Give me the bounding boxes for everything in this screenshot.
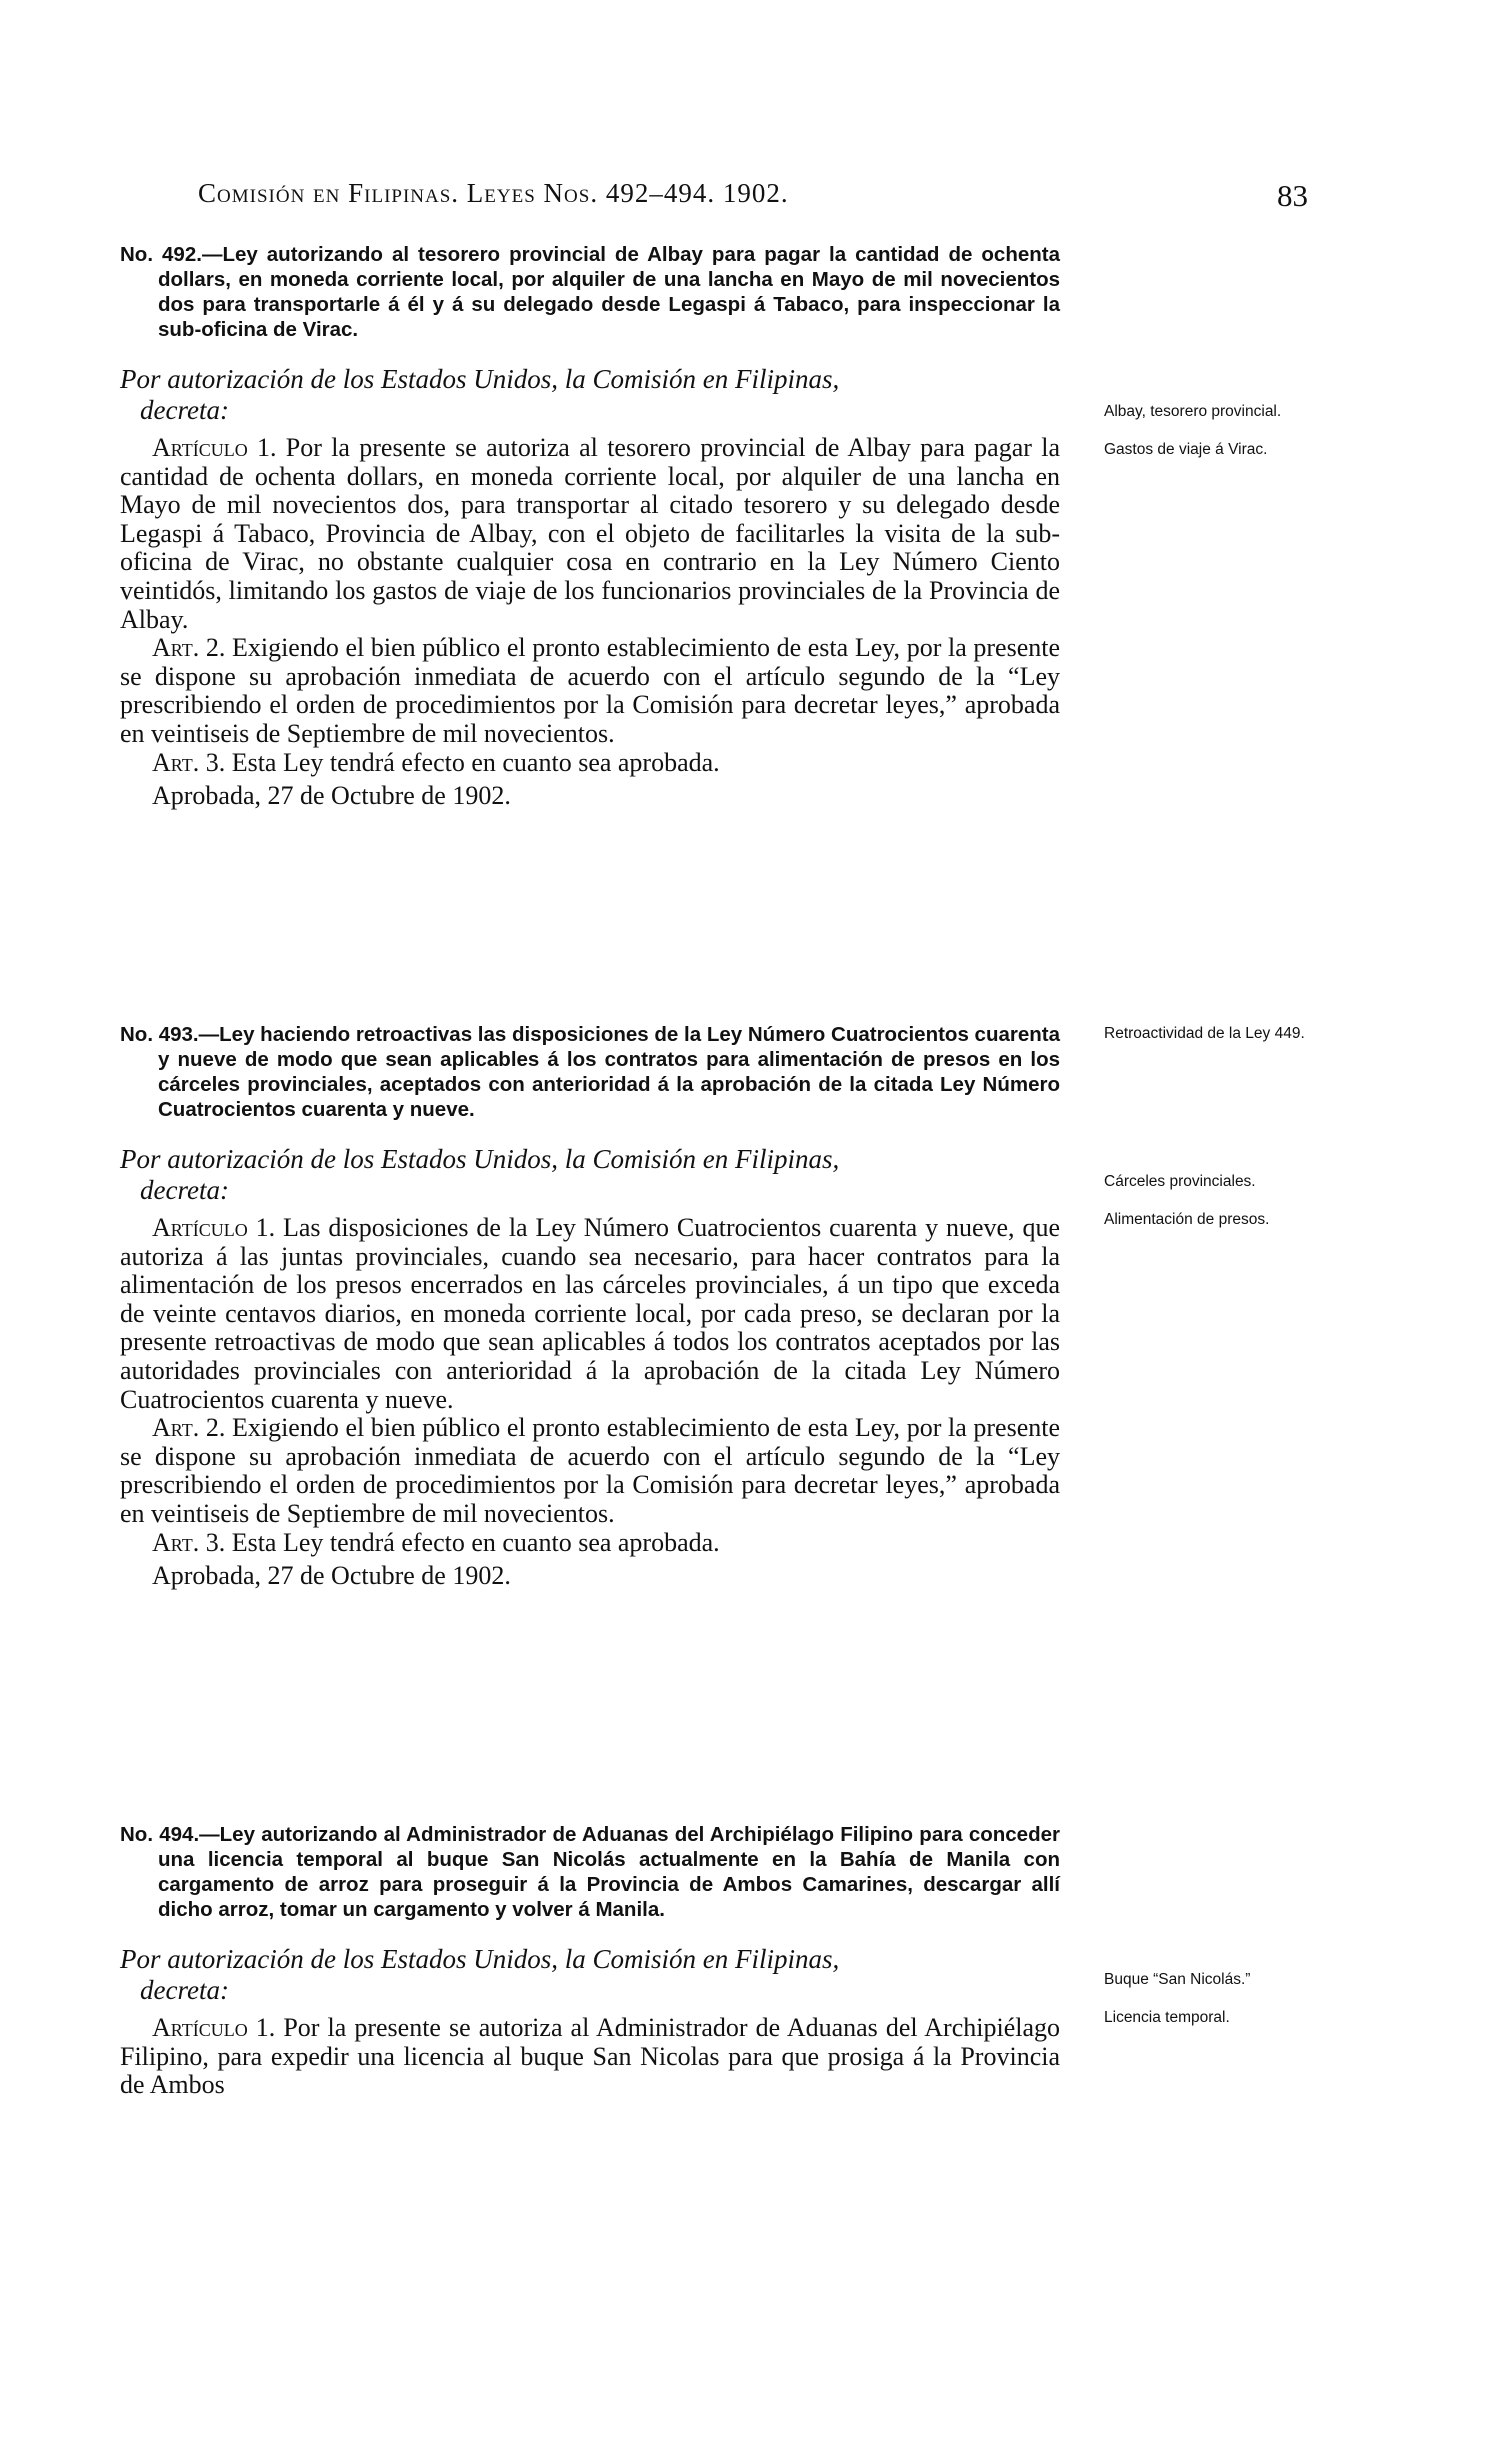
- article-1: [120, 434, 1060, 634]
- article-2: [120, 1414, 1060, 1528]
- law-493: [120, 1022, 1060, 1591]
- margin-note: Alimentación de presos.: [1104, 1211, 1270, 1228]
- law-heading: [120, 242, 1060, 342]
- article-label: Art. 2.: [152, 1413, 226, 1443]
- article-label: Artículo 1.: [152, 1213, 276, 1242]
- approval-date: Aprobada, 27 de Octubre de 1902.: [152, 781, 511, 811]
- margin-note: Retroactividad de la Ley 449.: [1104, 1025, 1305, 1042]
- article-label: Artículo 1.: [152, 433, 277, 462]
- article-text: Esta Ley tendrá efecto en cuanto sea aprobada.: [225, 747, 720, 777]
- enacting-clause-line: Por autorización de los Estados Unidos, la Comisión en Filipinas,: [120, 364, 840, 394]
- article-text: Exigiendo el bien público el pronto establecimiento de esta Ley, por la presente se dispone su aprobación inmediata de acuerdo con el artículo segundo de la “Ley prescribiendo el orden de procedimientos por la Comisión para decretar leyes,” aprobada en veintiseis de Septiembre de mil novecientos.: [120, 633, 1060, 748]
- article-2: [120, 634, 1060, 748]
- law-title: —Ley autorizando al tesorero provincial de Albay para pagar la cantidad de ochenta dollars, en moneda corriente local, por alquiler de una lancha en Mayo de mil novecientos dos para transportarle á él y á su delegado desde Legaspi á Tabaco, para inspeccionar la sub-oficina de Virac.: [158, 243, 1060, 341]
- enacting-clause: [120, 1944, 1060, 2006]
- article-text: Exigiendo el bien público el pronto establecimiento de esta Ley, por la presente se dispone su aprobación inmediata de acuerdo con el artículo segundo de la “Ley prescribiendo el orden de procedimientos por la Comisión para decretar leyes,” aprobada en veintiseis de Septiembre de mil novecientos.: [120, 1413, 1060, 1528]
- article-1: [120, 1214, 1060, 1414]
- article-text: Por la presente se autoriza al tesorero provincial de Albay para pagar la cantidad de ochenta dollars, en moneda corriente local, por alquiler de una lancha en Mayo de mil novecientos dos, para transportar al citado tesorero y su delegado desde Legaspi á Tabaco, Provincia de Albay, con el objeto de facilitarles la visita de la sub-oficina de Virac, no obstante cualquier cosa en contrario en la Ley Número Ciento veintidós, limitando los gastos de viaje de los funcionarios provinciales de la Provincia de Albay.: [120, 433, 1060, 634]
- article-label: Art. 2.: [152, 633, 226, 663]
- margin-note: Gastos de viaje á Virac.: [1104, 441, 1268, 458]
- article-text: Las disposiciones de la Ley Número Cuatrocientos cuarenta y nueve, que autoriza á las juntas provinciales, cuando sea necesario, para hacer contratos para la alimentación de los presos encerrados en las cárceles provinciales, á un tipo que exceda de veinte centavos diarios, en moneda corriente local, por cada preso, se declaran por la presente retroactivas de modo que sean aplicables á todos los contratos aceptados por las autoridades provinciales con anterioridad á la aprobación de la citada Ley Número Cuatrocientos cuarenta y nueve.: [120, 1213, 1060, 1414]
- enacting-clause-decreta: decreta:: [140, 1975, 229, 2005]
- running-header-title: Comisión en Filipinas. Leyes Nos. 492–494. 1902.: [198, 178, 789, 208]
- enacting-clause-line: Por autorización de los Estados Unidos, la Comisión en Filipinas,: [120, 1144, 840, 1174]
- article-1: [120, 2014, 1060, 2100]
- law-number: No. 493.: [120, 1023, 199, 1046]
- article-label: Artículo 1.: [152, 2013, 276, 2042]
- approval-date: Aprobada, 27 de Octubre de 1902.: [152, 1561, 511, 1591]
- enacting-clause-decreta: decreta:: [140, 1175, 229, 1205]
- margin-note: Buque “San Nicolás.”: [1104, 1971, 1251, 1988]
- running-header: [198, 178, 1308, 228]
- page-number: 83: [1277, 178, 1308, 213]
- margin-note: Licencia temporal.: [1104, 2009, 1230, 2026]
- article-label: Art. 3.: [152, 747, 226, 777]
- law-number: No. 494.: [120, 1823, 200, 1846]
- article-text: Por la presente se autoriza al Administrador de Aduanas del Archipiélago Filipino, para expedir una licencia al buque San Nicolas para que prosiga á la Provincia de Ambos: [120, 2013, 1060, 2100]
- enacting-clause-line: Por autorización de los Estados Unidos, la Comisión en Filipinas,: [120, 1944, 840, 1974]
- article-label: Art. 3.: [152, 1527, 226, 1557]
- law-494: [120, 1822, 1060, 2100]
- law-number: No. 492.: [120, 243, 202, 266]
- law-heading: [120, 1022, 1060, 1122]
- enacting-clause: [120, 364, 1060, 426]
- law-title: —Ley autorizando al Administrador de Aduanas del Archipiélago Filipino para conceder una licencia temporal al buque San Nicolás actualmente en la Bahía de Manila con cargamento de arroz para proseguir á la Provincia de Ambos Camarines, descargar allí dicho arroz, tomar un cargamento y volver á Manila.: [158, 1823, 1060, 1921]
- margin-note: Cárceles provinciales.: [1104, 1173, 1256, 1190]
- enacting-clause: [120, 1144, 1060, 1206]
- law-heading: [120, 1822, 1060, 1922]
- enacting-clause-decreta: decreta:: [140, 395, 229, 425]
- law-title: —Ley haciendo retroactivas las disposiciones de la Ley Número Cuatrocientos cuarenta y nueve de modo que sean aplicables á los contratos para alimentación de presos en los cárceles provinciales, aceptados con anterioridad á la aprobación de la citada Ley Número Cuatrocientos cuarenta y nueve.: [158, 1023, 1061, 1121]
- article-text: Esta Ley tendrá efecto en cuanto sea aprobada.: [225, 1527, 720, 1557]
- article-3: [120, 1529, 1060, 1558]
- law-492: [120, 242, 1060, 811]
- margin-note: Albay, tesorero provincial.: [1104, 403, 1282, 420]
- article-3: [120, 749, 1060, 778]
